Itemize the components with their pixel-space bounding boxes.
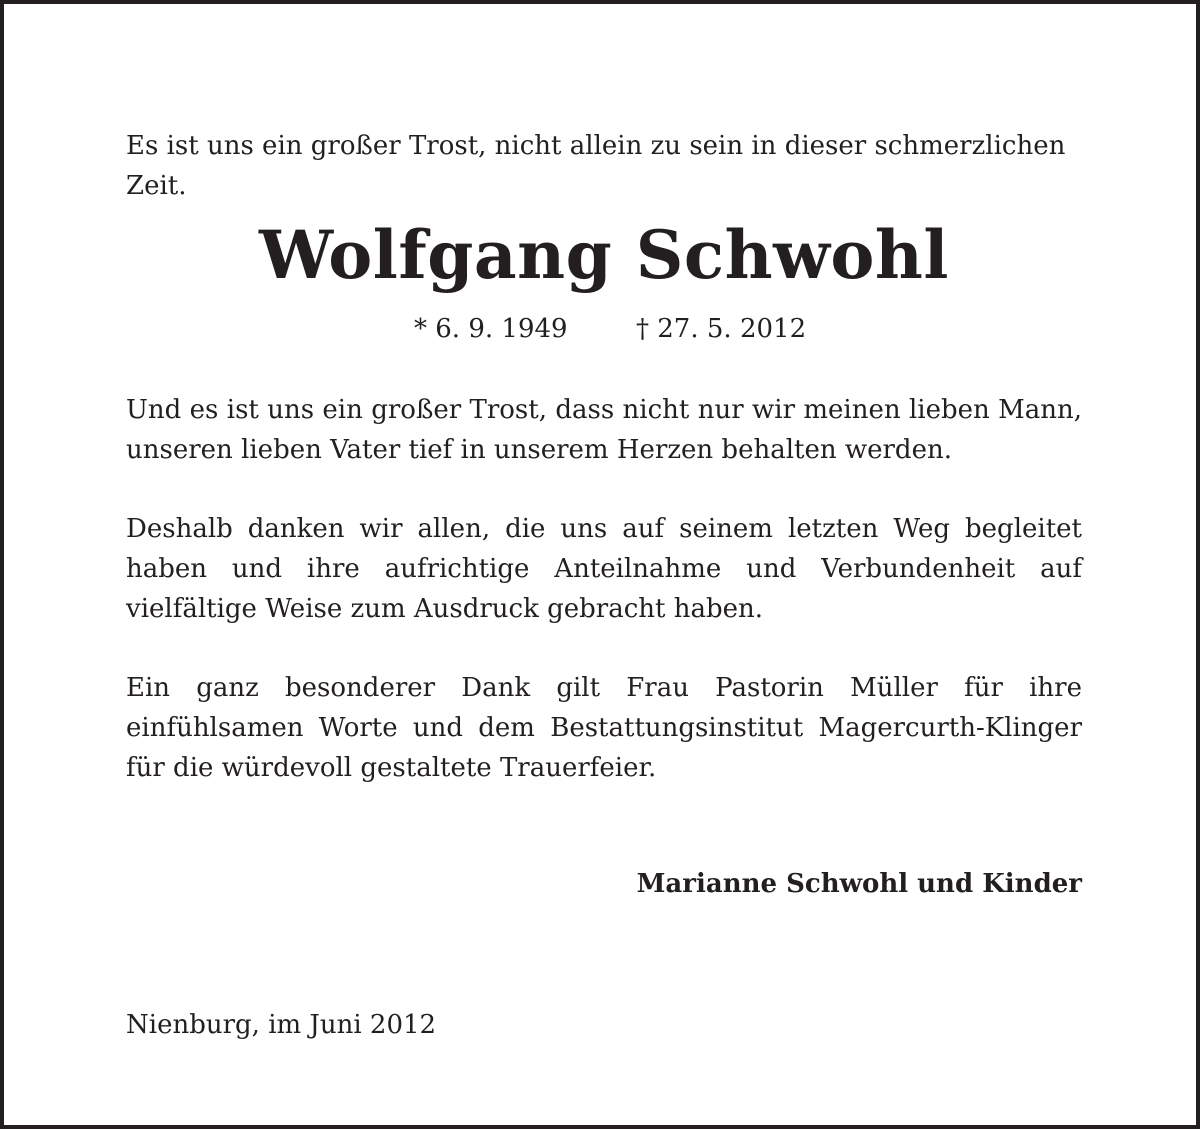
paragraph-comfort: Und es ist uns ein großer Trost, dass nicht nur wir meinen lieben Mann, unseren lieben Vater tief in unserem Herzen behalten werden. — [126, 395, 1082, 465]
signature: Marianne Schwohl und Kinder — [636, 869, 1082, 899]
place-and-date: Nienburg, im Juni 2012 — [126, 1010, 437, 1040]
paragraph-special-thanks: Ein ganz besonderer Dank gilt Frau Pastorin Müller für ihre einfühlsamen Worte und dem Bestattungsinstitut Magercurth-Klinger für die würdevoll gestaltete Trauerfeier. — [126, 673, 1082, 783]
birth-date: * 6. 9. 1949 — [414, 314, 568, 344]
intro-text: Es ist uns ein großer Trost, nicht allein zu sein in dieser schmerzlichen Zeit. — [126, 131, 1066, 201]
deceased-name: Wolfgang Schwohl — [259, 216, 949, 294]
death-date: † 27. 5. 2012 — [636, 314, 807, 344]
paragraph-thanks: Deshalb danken wir allen, die uns auf seinem letzten Weg begleitet haben und ihre aufrichtige Anteilnahme und Verbundenheit auf vielfältige Weise zum Ausdruck gebracht haben. — [126, 514, 1082, 624]
